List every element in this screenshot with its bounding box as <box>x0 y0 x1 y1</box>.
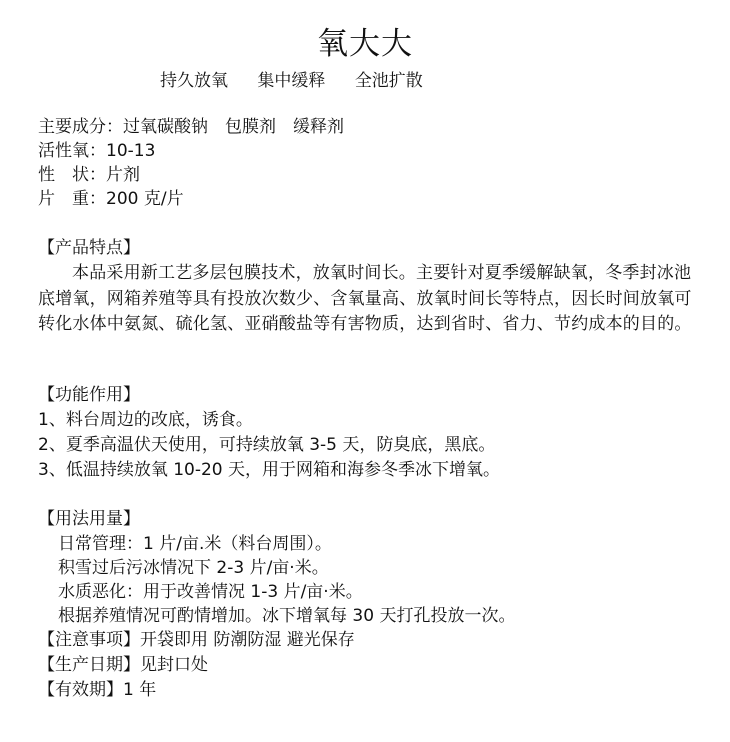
features-heading: 【产品特点】 <box>38 238 140 258</box>
slogan-item: 全池扩散 <box>354 71 423 91</box>
validity: 【有效期】1 年 <box>38 680 157 700</box>
spec-ingredients: 主要成分：过氧碳酸钠 包膜剂 缓释剂 <box>38 117 344 137</box>
spec-form: 性 状：片剂 <box>38 165 140 185</box>
production-date: 【生产日期】见封口处 <box>38 655 208 675</box>
function-item: 1、料台周边的改底，诱食。 <box>38 410 253 430</box>
spec-weight: 片 重：200 克/片 <box>38 189 184 209</box>
usage-item: 水质恶化：用于改善情况 1-3 片/亩·米。 <box>58 582 363 602</box>
precautions: 【注意事项】开袋即用 防潮防湿 避光保存 <box>38 630 355 650</box>
features-body: 本品采用新工艺多层包膜技术，放氧时间长。主要针对夏季缓解缺氧，冬季封冰池底增氧，网箱养殖等具有投放次数少、含氧量高、放氧时间长等特点，因长时间放氧可转化水体中氨氮、硫化氢、亚硝酸盐等有害物质，达到省时、省力、节约成本的目的。 <box>38 263 692 334</box>
function-item: 3、低温持续放氧 10-20 天，用于网箱和海参冬季冰下增氧。 <box>38 460 501 480</box>
functions-heading: 【功能作用】 <box>38 385 140 405</box>
usage-heading: 【用法用量】 <box>38 509 140 529</box>
spec-active-oxygen: 活性氧：10-13 <box>38 141 156 161</box>
usage-item: 日常管理：1 片/亩.米（料台周围）。 <box>58 534 332 554</box>
slogan-item: 集中缓释 <box>257 71 326 91</box>
usage-item: 根据养殖情况可酌情增加。冰下增氧每 30 天打孔投放一次。 <box>58 606 516 626</box>
product-title: 氧大大 <box>317 26 413 62</box>
function-item: 2、夏季高温伏天使用，可持续放氧 3-5 天，防臭底，黑底。 <box>38 435 496 455</box>
slogan-row <box>160 66 447 91</box>
usage-item: 积雪过后污冰情况下 2-3 片/亩·米。 <box>58 558 329 578</box>
slogan-item: 持久放氧 <box>160 71 228 91</box>
